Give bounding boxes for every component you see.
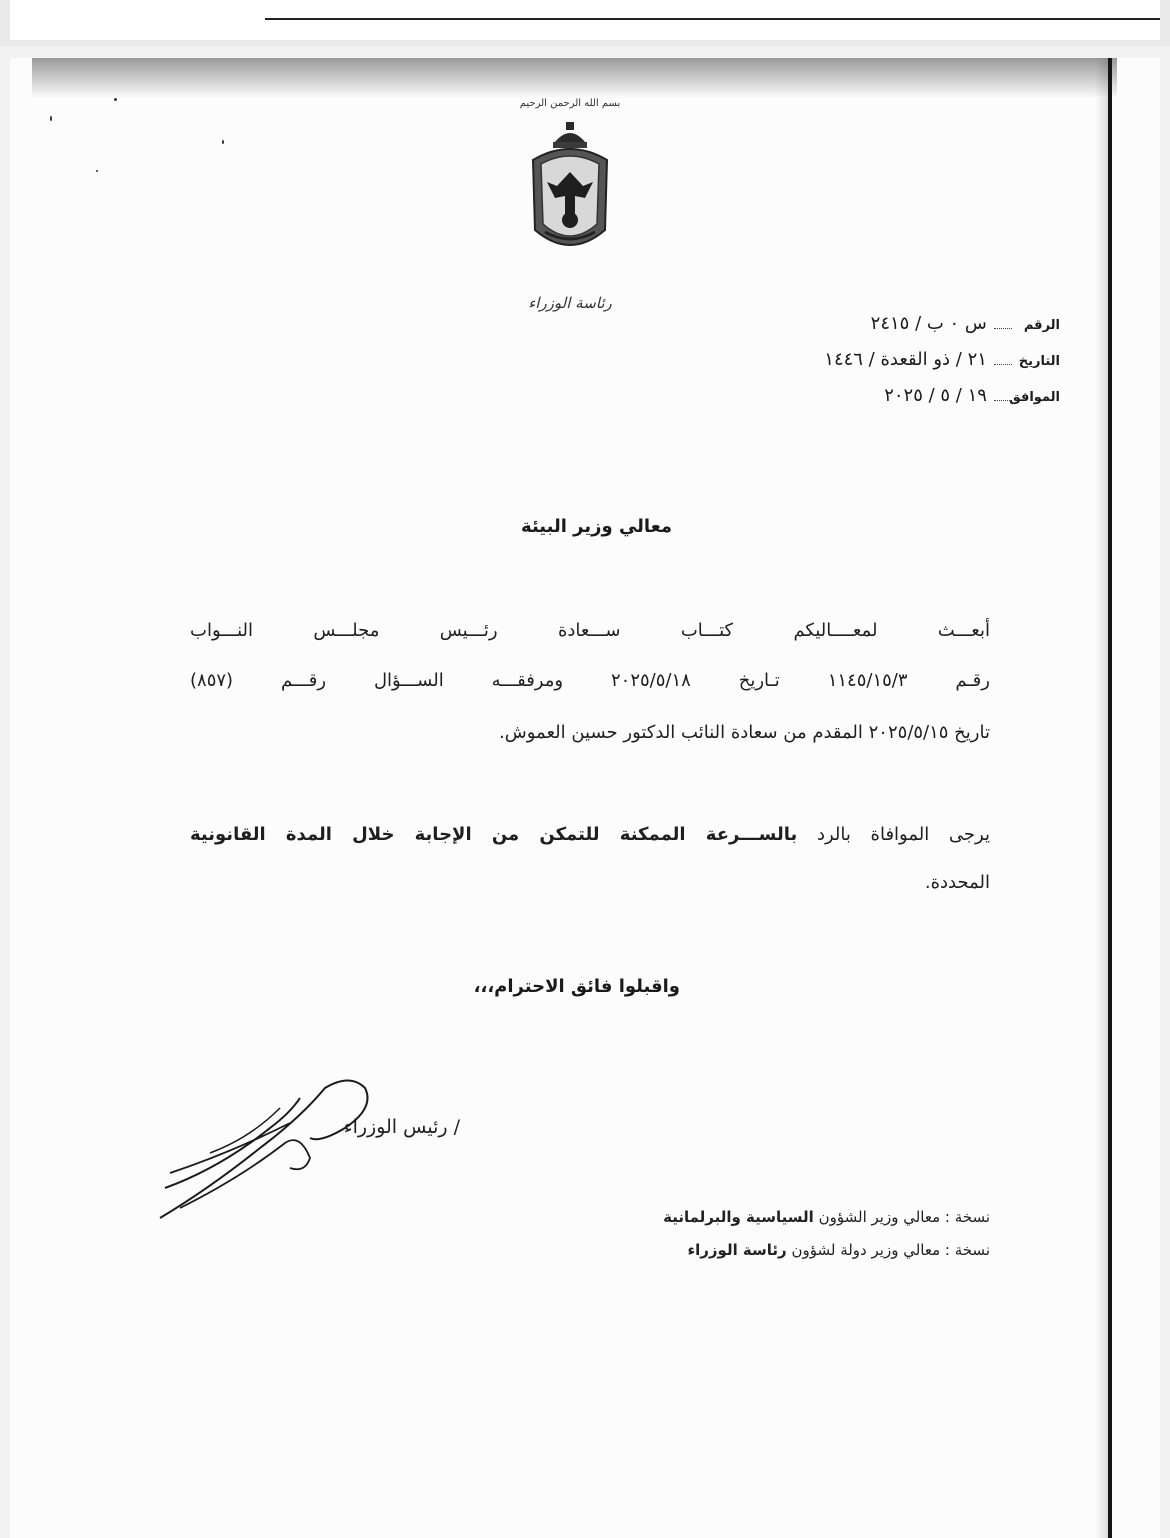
signatory-title: / رئيس الوزراء xyxy=(343,1116,460,1138)
reference-corresponding-value: ١٩ / ٥ / ٢٠٢٥ xyxy=(884,385,987,406)
copy-line xyxy=(390,1208,990,1226)
scan-shadow-right xyxy=(1095,58,1108,1538)
copy-recipient: السياسية والبرلمانية xyxy=(663,1208,814,1226)
closing-salutation: واقبلوا فائق الاحترام،،، xyxy=(473,976,680,997)
request-regular-text: يرجى الموافاة بالرد xyxy=(816,824,990,845)
scanned-letter-page xyxy=(10,58,1160,1538)
reference-number-value: س ٠ ب / ٢٤١٥ xyxy=(870,313,987,334)
basmala: بسم الله الرحمن الرحيم xyxy=(519,98,621,109)
scan-edge-right xyxy=(1108,58,1112,1538)
reference-corresponding-label: الموافق xyxy=(1009,390,1060,405)
request-bold-text: بالســـرعة الممكنة للتمكن من الإجابة خلال المدة القانونية xyxy=(190,824,798,845)
previous-page-fragment xyxy=(10,0,1160,40)
coat-of-arms-icon xyxy=(525,120,615,260)
reference-number-row xyxy=(640,313,1060,349)
reference-date-value: ٢١ / ذو القعدة / ١٤٤٦ xyxy=(824,349,987,370)
scan-shadow-top xyxy=(32,58,1117,98)
body-line: أبعـــث لمعــــاليكم كتـــاب ســـعادة رئـــيس مجلـــس النـــواب xyxy=(190,620,990,641)
scan-speck xyxy=(50,116,52,121)
request-line-end: المحددة. xyxy=(924,872,990,893)
handwritten-signature-icon xyxy=(150,1068,390,1228)
previous-page-rule xyxy=(265,18,1160,20)
body-line: تاريخ ٢٠٢٥/٥/١٥ المقدم من سعادة النائب الدكتور حسين العموش. xyxy=(499,722,990,743)
reference-number-label: الرقم xyxy=(1023,318,1060,333)
copy-label: نسخة : معالي وزير دولة لشؤون xyxy=(791,1241,990,1259)
reference-block xyxy=(640,313,1060,421)
letterhead xyxy=(515,98,625,328)
copy-label: نسخة : معالي وزير الشؤون xyxy=(818,1208,990,1226)
reference-corresponding-row xyxy=(640,385,1060,421)
body-line: رقـم ١١٤٥/١٥/٣ تـاريخ ٢٠٢٥/٥/١٨ ومرفقـــه الســـؤال رقـــم (٨٥٧) xyxy=(190,670,990,691)
scan-speck xyxy=(222,140,224,144)
copy-line xyxy=(390,1241,990,1259)
office-name: رئاسة الوزراء xyxy=(528,294,612,312)
scan-speck xyxy=(96,170,98,172)
scan-speck xyxy=(114,98,117,101)
reference-date-label: التاريخ xyxy=(1018,354,1060,369)
reference-date-row xyxy=(640,349,1060,385)
request-line xyxy=(190,824,990,845)
copy-recipient: رئاسة الوزراء xyxy=(687,1241,787,1259)
addressee: معالي وزير البيئة xyxy=(521,516,672,537)
